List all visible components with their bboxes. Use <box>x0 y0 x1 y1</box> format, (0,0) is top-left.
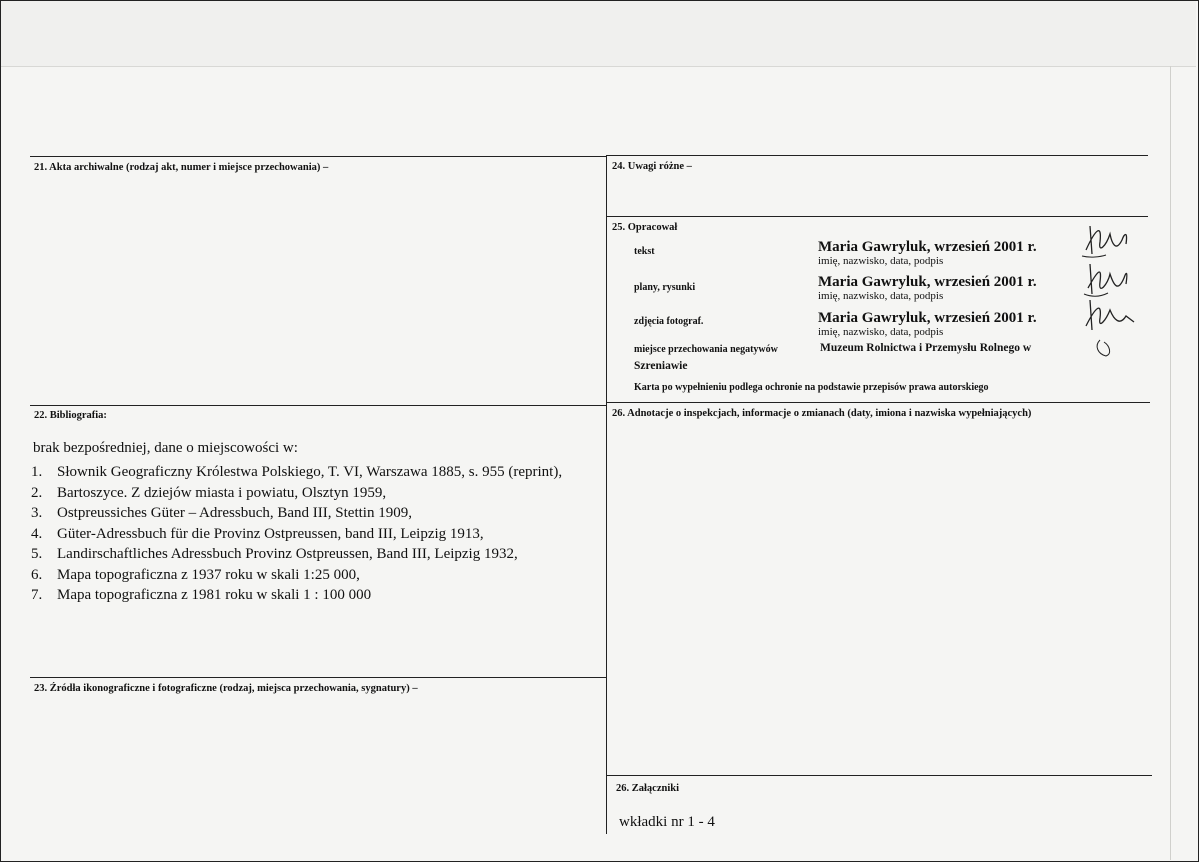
list-item: 2. Bartoszyce. Z dziejów miasta i powiatu, Olsztyn 1959, <box>31 484 387 501</box>
section-26-attachments-title: 26. Załączniki <box>616 783 680 794</box>
list-item: 4. Güter-Adressbuch für die Provinz Ostpreussen, band III, Leipzig 1913, <box>31 525 484 542</box>
list-item: 1. Słownik Geograficzny Królestwa Polskiego, T. VI, Warszawa 1885, s. 955 (reprint), <box>31 464 563 480</box>
section-21-title: 21. Akta archiwalne (rodzaj akt, numer i miejsce przechowania) – <box>34 162 329 173</box>
row-text-label: tekst <box>634 246 655 257</box>
divider-middle-left <box>30 405 606 406</box>
row-plans-label: plany, rysunki <box>634 282 696 293</box>
row-text-value: Maria Gawryluk, wrzesień 2001 r. <box>818 239 1037 255</box>
row-photos-hint: imię, nazwisko, data, podpis <box>818 326 944 338</box>
section-22-title: 22. Bibliografia: <box>34 410 107 421</box>
section-26-annotations-title: 26. Adnotacje o inspekcjach, informacje o zmianach (daty, imiona i nazwiska wypełniających) <box>612 408 1032 419</box>
divider-s23-top <box>30 677 606 678</box>
section-23-title: 23. Źródła ikonograficzne i fotograficzne (rodzaj, miejsca przechowania, sygnatury) – <box>34 683 418 694</box>
section-25-title: 25. Opracował <box>612 222 678 233</box>
attachments-value: wkładki nr 1 - 4 <box>619 814 715 830</box>
negatives-label: miejsce przechowania negatywów <box>634 344 778 355</box>
bibliography-intro: brak bezpośredniej, dane o miejscowości w: <box>33 440 298 456</box>
section-24-title: 24. Uwagi różne – <box>612 161 692 172</box>
divider-s26b-top <box>606 775 1152 776</box>
negatives-value-line2: Szreniawie <box>634 360 688 372</box>
signature-3 <box>1076 296 1138 360</box>
list-item: 5. Landirschaftliches Adressbuch Provinz Ostpreussen, Band III, Leipzig 1932, <box>31 546 518 562</box>
row-photos-value: Maria Gawryluk, wrzesień 2001 r. <box>818 310 1037 326</box>
list-item: 7. Mapa topograficzna z 1981 roku w skali 1 : 100 000 <box>31 587 372 603</box>
bibliography-list <box>31 462 599 606</box>
row-plans-hint: imię, nazwisko, data, podpis <box>818 290 944 302</box>
copyright-note: Karta po wypełnieniu podlega ochronie na podstawie przepisów prawa autorskiego <box>634 382 989 393</box>
list-item: 6. Mapa topograficzna z 1937 roku w skali 1:25 000, <box>31 566 360 583</box>
divider-middle-right <box>606 402 1150 403</box>
row-plans-value: Maria Gawryluk, wrzesień 2001 r. <box>818 274 1037 290</box>
right-edge-line <box>1170 66 1171 860</box>
divider-s25-top <box>606 216 1148 217</box>
signature-1 <box>1076 220 1136 262</box>
divider-vertical-center <box>606 156 607 834</box>
row-photos-label: zdjęcia fotograf. <box>634 316 704 327</box>
list-item: 3. Ostpreussiches Güter – Adressbuch, Band III, Stettin 1909, <box>31 505 412 521</box>
top-margin-strip <box>1 1 1196 67</box>
row-text-hint: imię, nazwisko, data, podpis <box>818 255 944 267</box>
negatives-value-line1: Muzeum Rolnictwa i Przemysłu Rolnego w <box>820 342 1032 354</box>
divider-top-right <box>606 155 1148 156</box>
divider-top-left <box>30 156 606 157</box>
